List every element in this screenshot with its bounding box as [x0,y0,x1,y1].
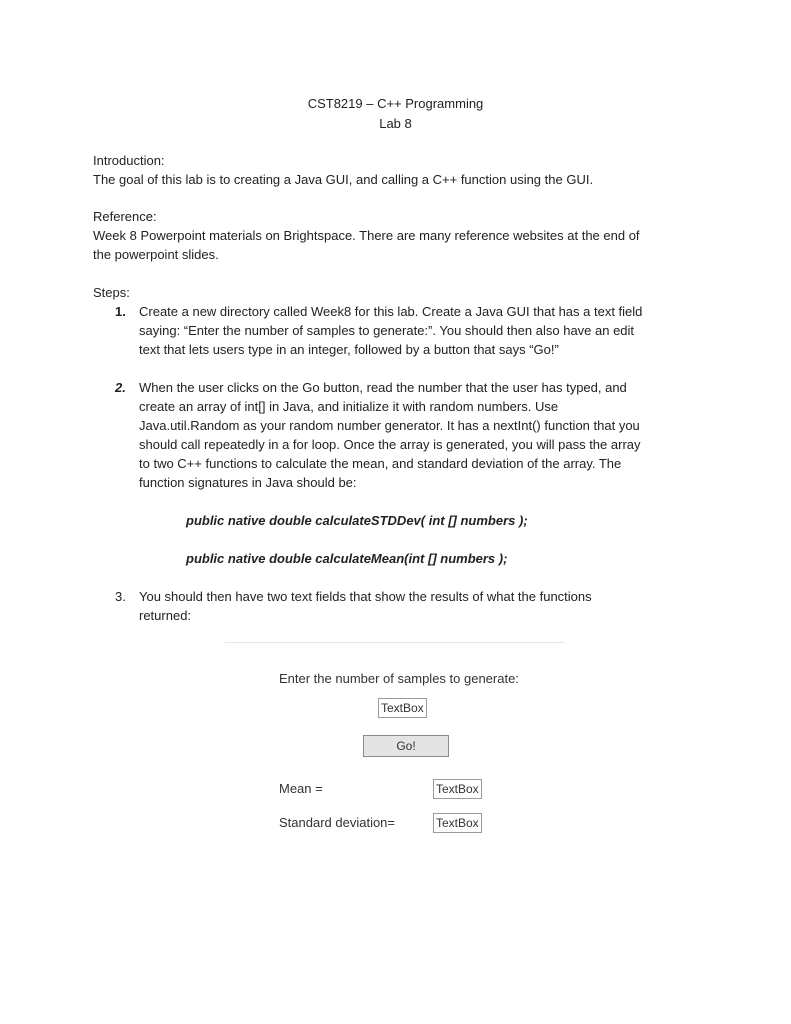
step-2 [93,378,705,568]
steps-heading: Steps: [93,285,130,300]
step-3 [93,587,705,625]
reference-text-line1: Week 8 Powerpoint materials on Brightspace. There are many reference websites at the end of [93,228,640,243]
step-2-line2: create an array of int[] in Java, and initialize it with random numbers. Use [139,399,559,414]
reference-text-line2: the powerpoint slides. [93,247,219,262]
introduction-section [93,151,705,189]
course-title: CST8219 – C++ Programming [307,96,484,111]
mean-textbox: TextBox [433,779,482,799]
reference-heading: Reference: [93,209,157,224]
step-2-line1: When the user clicks on the Go button, read the number that the user has typed, and [139,380,627,395]
title-block [0,94,791,134]
introduction-text: The goal of this lab is to creating a Java GUI, and calling a C++ function using the GUI. [93,172,594,187]
stddev-textbox: TextBox [433,813,482,833]
step-1-line3: text that lets users type in an integer, followed by a button that says “Go!” [139,342,559,357]
step-1 [93,302,705,359]
step-1-number: 1. [115,304,126,319]
step-2-line6: function signatures in Java should be: [139,475,357,490]
steps-section [93,283,705,625]
signature-mean: public native double calculateMean(int [] numbers ); [186,551,508,566]
step-3-number: 3. [115,589,126,604]
mockup-top-border [225,642,565,643]
stddev-label: Standard deviation= [279,815,396,830]
mean-label: Mean = [279,781,323,796]
gui-mockup-image [225,642,565,852]
step-3-line2: returned: [139,608,192,623]
lab-title: Lab 8 [379,116,412,131]
go-button: Go! [363,735,449,757]
introduction-heading: Introduction: [93,153,165,168]
step-1-line2: saying: “Enter the number of samples to generate:”. You should then also have an edit [139,323,635,338]
signature-stddev: public native double calculateSTDDev( int [] numbers ); [186,513,528,528]
step-2-number: 2. [115,380,126,395]
samples-textbox: TextBox [378,698,427,718]
step-2-line5: to two C++ functions to calculate the mean, and standard deviation of the array. The [139,456,622,471]
step-2-line4: should call repeatedly in a for loop. Once the array is generated, you will pass the array [139,437,641,452]
samples-prompt-label: Enter the number of samples to generate: [279,671,519,686]
step-1-line1: Create a new directory called Week8 for this lab. Create a Java GUI that has a text field [139,304,643,319]
reference-section [93,207,705,264]
step-2-line3: Java.util.Random as your random number generator. It has a nextInt() function that you [139,418,640,433]
step-3-line1: You should then have two text fields that show the results of what the functions [139,589,592,604]
